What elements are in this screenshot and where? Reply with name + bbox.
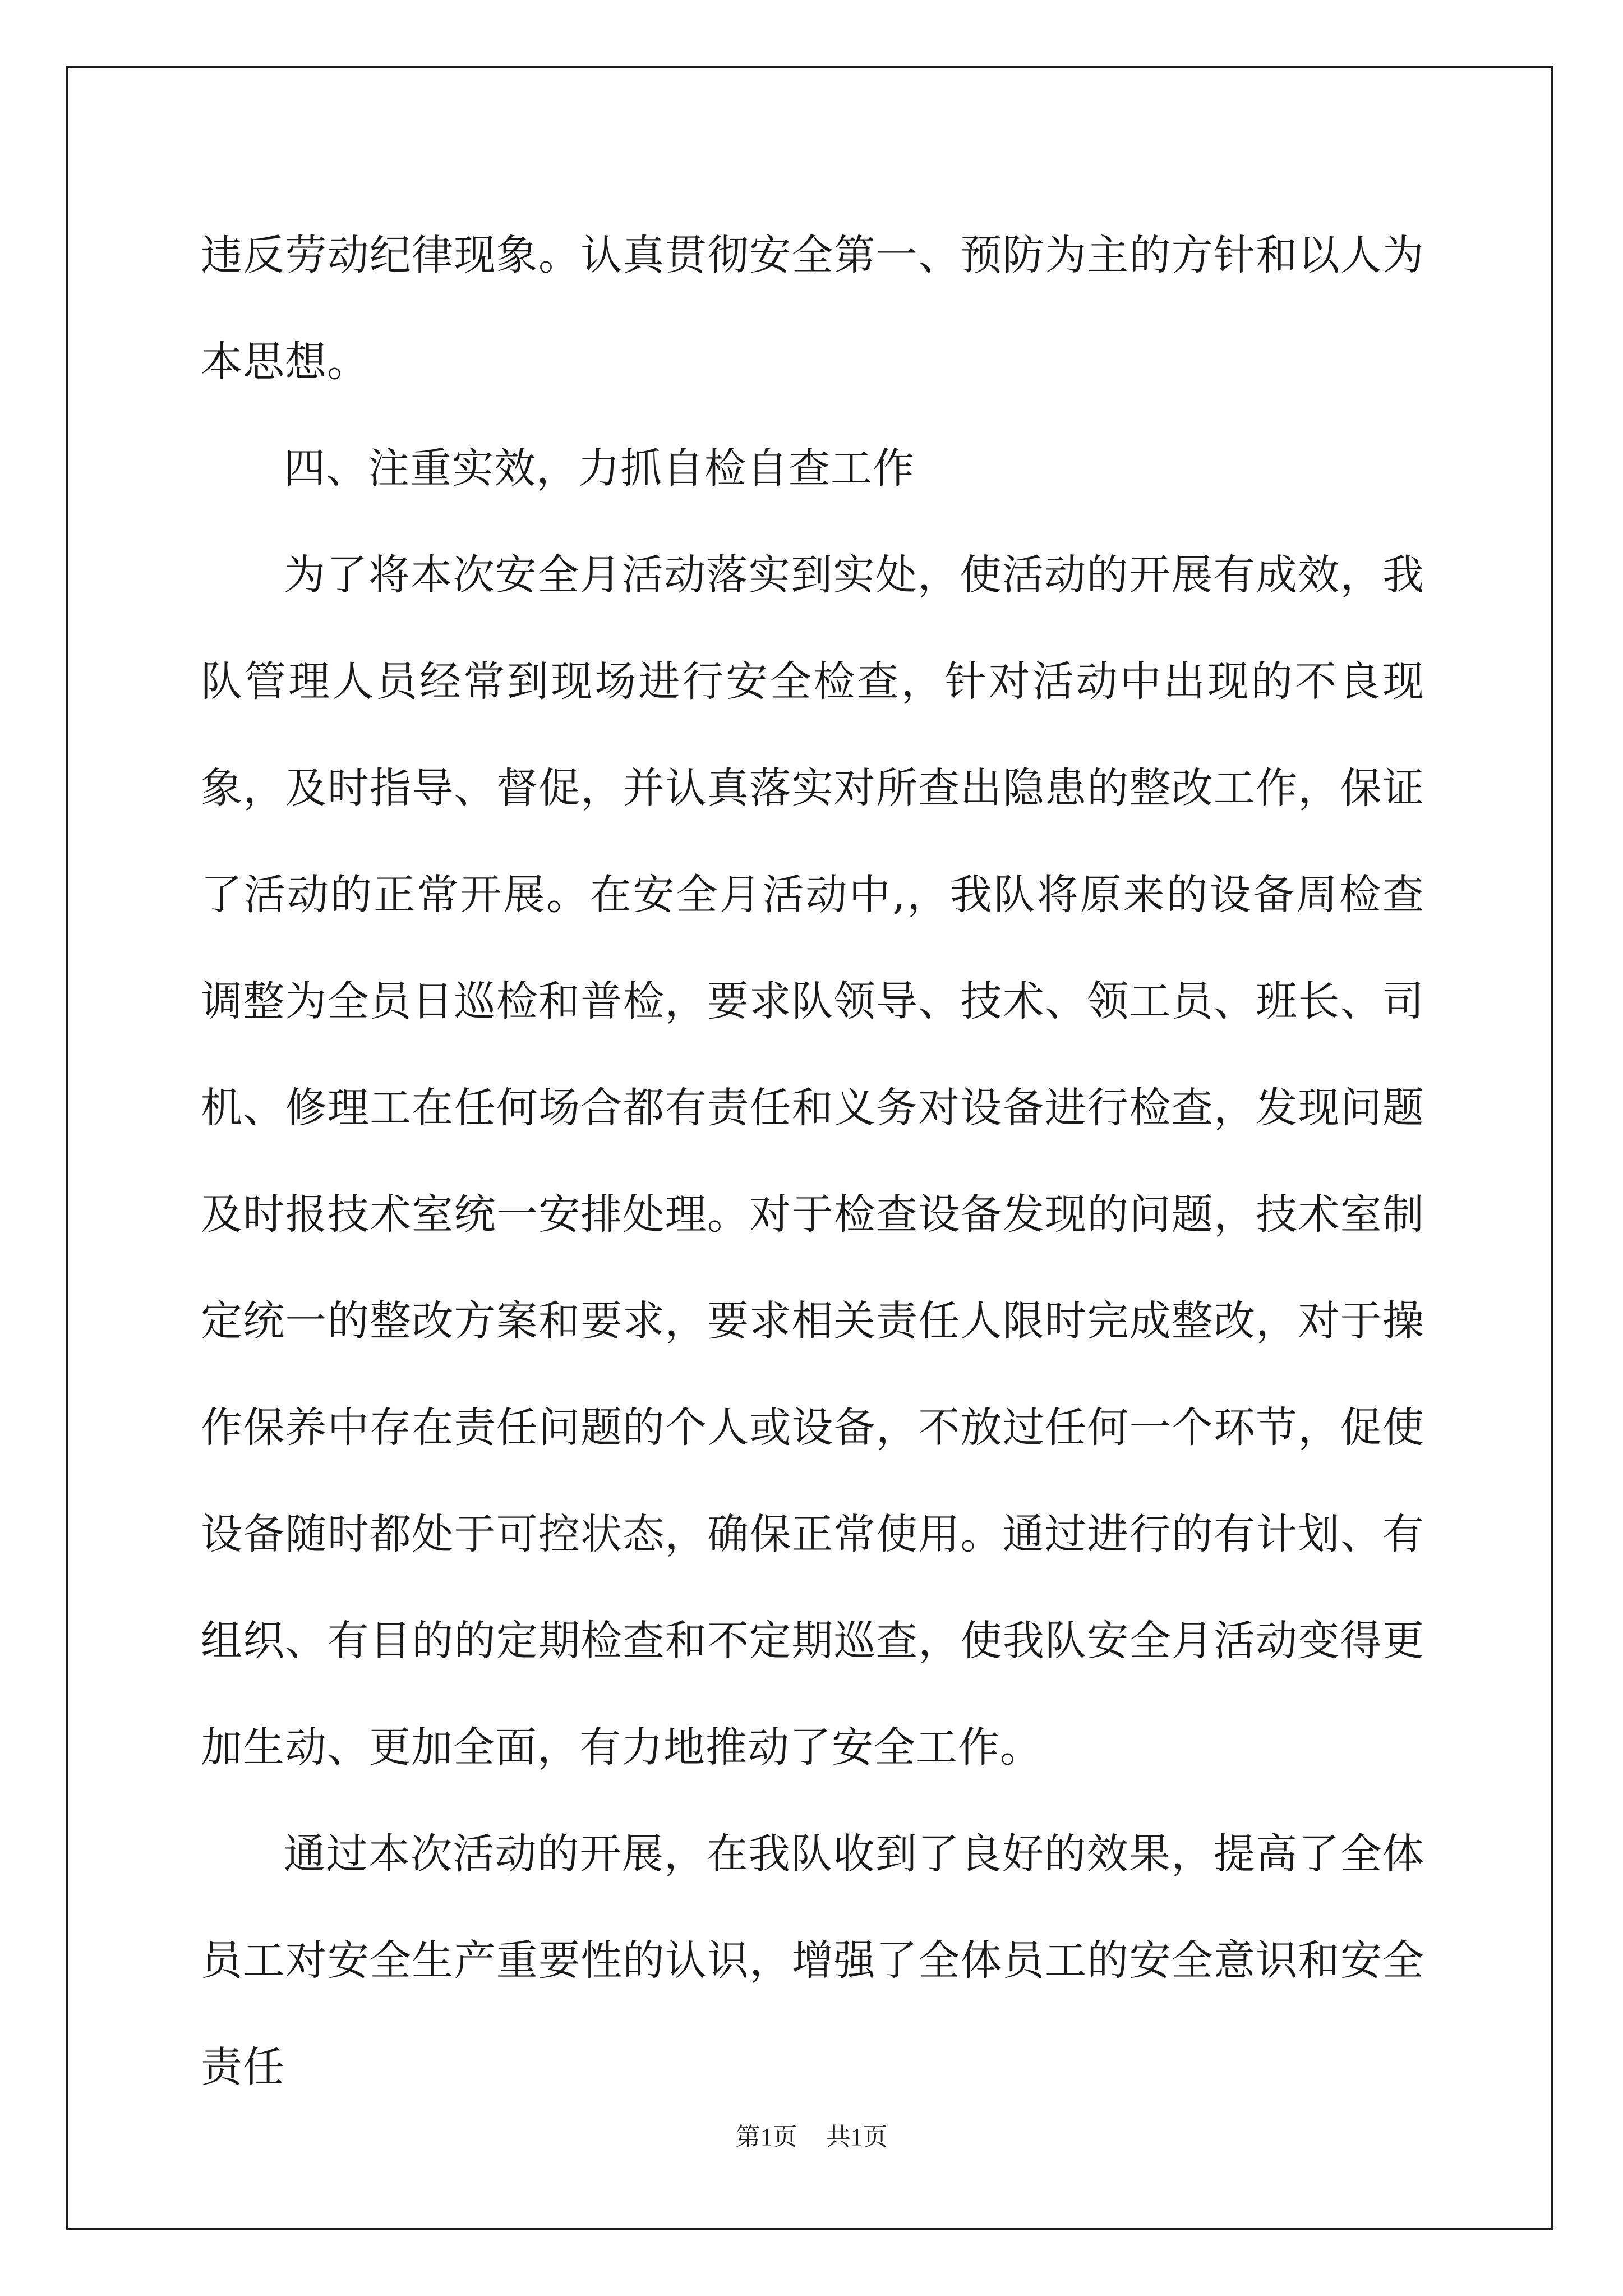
paragraph-1: 违反劳动纪律现象。认真贯彻安全第一、预防为主的方针和以人为本思想。 xyxy=(201,231,1424,386)
page-footer xyxy=(0,2120,1623,2154)
page-number: 第1页 xyxy=(735,2123,797,2151)
section-heading: 四、注重实效，力抓自检自查工作 xyxy=(284,444,915,493)
document-body xyxy=(201,202,1424,2120)
paragraph-2: 为了将本次安全月活动落实到实处，使活动的开展有成效，我队管理人员经常到现场进行安全检查，针对活动中出现的不良现象，及时指导、督促，并认真落实对所查出隐患的整改工作，保证了活动的正常开展。在安全月活动中,，我队将原来的设备周检查调整为全员日巡检和普检，要求队领导、技术、领工员、班长、司机、修理工在任何场合都有责任和义务对设备进行检查，发现问题及时报技术室统一安排处理。对于检查设备发现的问题，技术室制定统一的整改方案和要求，要求相关责任人限时完成整改，对于操作保养中存在责任问题的个人或设备，不放过任何一个环节，促使设备随时都处于可控状态，确保正常使用。通过进行的有计划、有组织、有目的的定期检查和不定期巡查，使我队安全月活动变得更加生动、更加全面，有力地推动了安全工作。 xyxy=(201,551,1424,1772)
page-total: 共1页 xyxy=(826,2123,888,2151)
paragraph-3: 通过本次活动的开展，在我队收到了良好的效果，提高了全体员工对安全生产重要性的认识，增强了全体员工的安全意识和安全责任 xyxy=(201,1830,1424,2091)
